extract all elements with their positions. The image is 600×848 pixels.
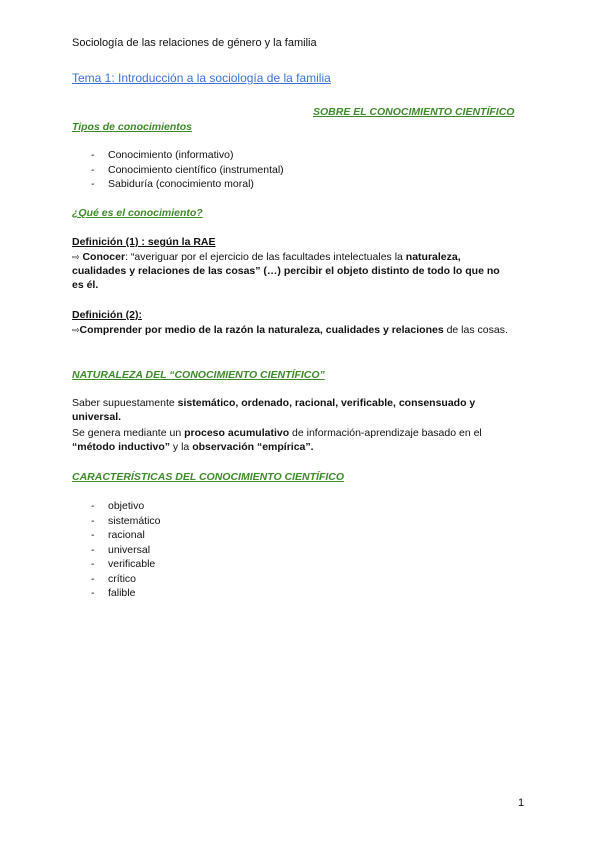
definition-2-text: de las cosas. [443, 324, 508, 336]
tipos-list [72, 148, 284, 192]
bold-text: observación “empírica”. [192, 441, 314, 453]
list-item: - crítico [72, 572, 161, 587]
section-heading-caracteristicas: CARACTERÍSTICAS DEL CONOCIMIENTO CIENTÍFICO [72, 471, 345, 483]
page-number: 1 [518, 797, 525, 809]
chapter-title: Tema 1: Introducción a la sociología de la familia [72, 71, 331, 85]
bold-text: “método inductivo” [72, 441, 170, 453]
bold-text: proceso acumulativo [184, 427, 290, 439]
list-item: - Sabiduría (conocimiento moral) [72, 177, 284, 192]
list-item: - Conocimiento (informativo) [72, 148, 284, 163]
definition-1-text: : “averiguar por el ejercicio de las facultades intelectuales la [125, 251, 406, 263]
definition-2-title: Definición (2): [72, 309, 142, 321]
arrow-icon: ⇨ [72, 325, 80, 335]
list-item: - racional [72, 528, 161, 543]
section-heading-que-es: ¿Qué es el conocimiento? [72, 207, 203, 219]
naturaleza-paragraph-2 [72, 426, 517, 454]
section-heading-tipos: Tipos de conocimientos [72, 121, 192, 133]
list-item: - verificable [72, 557, 161, 572]
naturaleza-paragraph-1 [72, 396, 512, 424]
definition-1-title: Definición (1) : según la RAE [72, 236, 216, 248]
list-item: - Conocimiento científico (instrumental) [72, 163, 284, 178]
text: Saber supuestamente [72, 397, 178, 409]
definition-1-term: Conocer [82, 251, 126, 263]
section-heading-sobre: SOBRE EL CONOCIMIENTO CIENTÍFICO [313, 106, 515, 118]
text: de información-aprendizaje basado en el [289, 427, 482, 439]
caracteristicas-list [72, 499, 161, 601]
list-item: - universal [72, 543, 161, 558]
text: y la [170, 441, 193, 453]
section-heading-naturaleza: NATURALEZA DEL “CONOCIMIENTO CIENTÍFICO” [72, 369, 325, 381]
list-item: - falible [72, 586, 161, 601]
definition-2-body [72, 323, 512, 337]
running-header: Sociología de las relaciones de género y la familia [72, 37, 317, 49]
list-item: - sistemático [72, 514, 161, 529]
text: Se genera mediante un [72, 427, 185, 439]
arrow-icon: ⇨ [72, 252, 80, 262]
list-item: - objetivo [72, 499, 161, 514]
definition-1-bold: naturaleza, cualidades y relaciones de las cosas” (…) percibir el objeto distinto de todo lo que no es él. [72, 251, 500, 291]
definition-2-bold: Comprender por medio de la razón la naturaleza, cualidades y relaciones [79, 324, 444, 336]
bold-text: sistemático, ordenado, racional, verificable, consensuado y universal. [72, 397, 476, 423]
definition-1-body [72, 250, 512, 292]
